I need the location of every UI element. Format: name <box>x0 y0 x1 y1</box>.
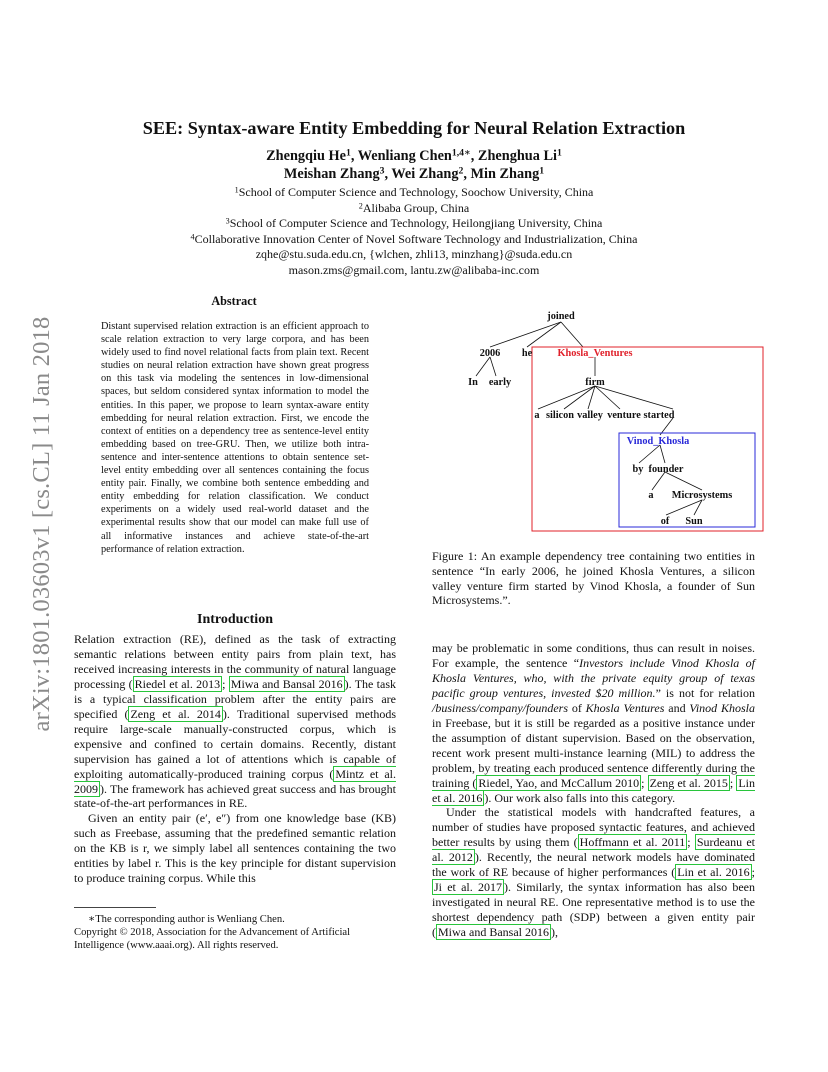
intro-paragraph-1 <box>74 632 396 811</box>
author-name: Zhenghua Li <box>477 148 557 164</box>
tree-node: venture <box>607 410 641 421</box>
citation-link[interactable]: Lin et al. 2016 <box>677 865 750 880</box>
arxiv-stamp: arXiv:1801.03603v1 [cs.CL] 11 Jan 2018 <box>28 316 55 732</box>
figure-caption: Figure 1: An example dependency tree containing two entities in sentence “In early 2006, he joined Khosla Ventures, a silicon valley venture firm started by Vinod Khosla, a founder of Sun Microsystems.”. <box>432 549 755 608</box>
italic-text: Vinod Khosla <box>689 700 756 715</box>
affiliation: $^1$School of Computer Science and Technology, Soochow University, China <box>234 185 594 199</box>
corresponding-author-note: ∗The corresponding author is Wenliang Chen. <box>88 914 285 925</box>
italic-text: /business/company/founders <box>432 700 568 715</box>
tree-node: In <box>468 377 478 388</box>
footnote-rule <box>74 907 156 908</box>
text-run: of <box>568 700 586 715</box>
text-run: ). Our work also falls into this category. <box>484 790 676 805</box>
affiliation-list <box>60 185 768 278</box>
intro-paragraph-2: Given an entity pair (e′, e″) from one knowledge base (KB) such as Freebase, assuming that the predefined semantic relation on the KB is r, we simply label all sentences containing the two entities by label r. This is the key principle for distant supervision to produce training corpus. While this <box>74 811 396 886</box>
citation-link[interactable]: Zeng et al. 2014 <box>130 706 221 721</box>
paper-title: SEE: Syntax-aware Entity Embedding for Neural Relation Extraction <box>142 118 686 138</box>
text-run: ). Traditional supervised methods require large-scale manually-constructed corpus, which is expensive and confined to certain domains. Recently, distant supervision has gained a lot of attentions which is capable of exploiting automatically-produced training corpus ( <box>74 706 396 781</box>
tree-node: a <box>534 410 540 421</box>
author-line-1: Zhengqiu He$^1$, Wenliang Chen$^{1,4∗}$, Zhenghua Li$^1$ <box>266 147 562 164</box>
citation-link[interactable]: Lin et al. 2016 <box>432 775 755 805</box>
tree-node: of <box>660 516 670 527</box>
text-run: Under the statistical models with handcrafted features, a number of studies have proposed syntactic features, and achieved better results by using them ( <box>432 805 755 850</box>
entity2-subtree-box <box>619 433 755 527</box>
text-run: ). The task is a typical classification problem after the entity pairs are specified ( <box>74 676 397 721</box>
tree-node: a <box>648 490 654 501</box>
citation-link[interactable]: Miwa and Bansal 2016 <box>230 676 343 691</box>
tree-node: 2006 <box>479 348 501 359</box>
abstract-heading: Abstract <box>211 294 257 308</box>
footnote <box>74 913 396 953</box>
tree-node-entity1: Khosla_Ventures <box>557 348 633 359</box>
author-name: Wenliang Chen <box>357 148 452 164</box>
tree-node: he <box>521 348 533 359</box>
text-run: ; <box>687 835 695 850</box>
text-run: ). The framework has achieved great success and has brought state-of-the-art performances in RE. <box>74 781 396 811</box>
right-paragraph-1 <box>432 641 755 805</box>
right-paragraph-2 <box>432 805 755 940</box>
introduction-heading: Introduction <box>197 612 273 627</box>
text-run: in Freebase, but it is still be regarded as a positive instance under the assumption of distant supervision. Based on the observation, recent work present multi-instance learning (MIL) to address the problem, by treating each produced sentence differently during the training ( <box>432 715 755 790</box>
text-run: and <box>664 700 690 715</box>
citation-link[interactable]: Hoffmann et al. 2011 <box>579 835 686 850</box>
author-name: Zhengqiu He <box>266 148 346 164</box>
text-run: ; <box>751 865 755 880</box>
tree-node: Microsystems <box>671 490 733 501</box>
text-run: ). Similarly, the syntax information has also been investigated in neural RE. One representative method is to use the shortest dependency path (SDP) between a given entity pair ( <box>432 880 755 940</box>
text-run: ; <box>641 775 648 790</box>
author-name: Meishan Zhang <box>283 166 380 182</box>
right-column-text <box>432 641 755 940</box>
text-run: ). Recently, the neural network models have dominated the work of RE because of higher performances ( <box>432 850 755 880</box>
affiliation: $^4$Collaborative Innovation Center of Novel Software Technology and Industrialization, China <box>190 231 638 246</box>
tree-node: silicon <box>545 410 575 421</box>
author-name: Min Zhang <box>470 166 540 182</box>
citation-link[interactable]: Riedel et al. 2013 <box>134 676 221 691</box>
tree-node: valley <box>577 410 603 421</box>
affiliation: $^3$School of Computer Science and Technology, Heilongjiang University, China <box>225 216 603 230</box>
text-run: Relation extraction (RE), defined as the task of extracting semantic relations between entity pairs from plain text, has received increasing interests in the community of natural language processing ( <box>74 632 396 691</box>
left-column-text <box>74 632 396 886</box>
tree-node: Sun <box>685 516 703 527</box>
citation-link[interactable]: Ji et al. 2017 <box>434 880 502 895</box>
tree-node: started <box>643 410 675 421</box>
dependency-tree-figure <box>440 305 770 535</box>
tree-node: firm <box>585 377 605 388</box>
tree-node: by <box>632 464 644 475</box>
email-line: zqhe@stu.suda.edu.cn, {wlchen, zhli13, minzhang}@suda.edu.cn <box>255 247 573 261</box>
affiliation: $^2$Alibaba Group, China <box>358 200 470 215</box>
citation-link[interactable]: Surdeanu et al. 2012 <box>432 835 755 865</box>
tree-node: founder <box>648 464 684 475</box>
italic-text: Investors include Vinod Khosla of Khosla Ventures, who, with the private equity group of texas pacific group ventures, invested $20 million. <box>432 655 755 700</box>
tree-node: joined <box>547 311 575 322</box>
text-run: ; <box>222 676 229 691</box>
email-line: mason.zms@gmail.com, lantu.zw@alibaba-inc.com <box>288 262 540 277</box>
text-run: may be problematic in some conditions, thus can result in noises. For example, the sentence “ <box>432 641 755 670</box>
citation-link[interactable]: Riedel, Yao, and McCallum 2010 <box>478 775 640 790</box>
author-name: Wei Zhang <box>391 166 459 182</box>
italic-text: Khosla Ventures <box>585 700 665 715</box>
author-line-2: Meishan Zhang$^3$, Wei Zhang$^2$, Min Zhang$^1$ <box>283 165 545 182</box>
citation-link[interactable]: Miwa and Bansal 2016 <box>438 925 549 940</box>
text-run: ), <box>550 925 558 940</box>
tree-node-entity2: Vinod_Khosla <box>626 436 690 447</box>
citation-link[interactable]: Zeng et al. 2015 <box>649 775 728 790</box>
text-run: ” is not for relation <box>655 685 755 700</box>
text-run: ; <box>729 775 737 790</box>
citation-link[interactable]: Mintz et al. 2009 <box>74 766 397 796</box>
tree-node: early <box>488 377 512 388</box>
abstract-body: Distant supervised relation extraction is an efficient approach to scale relation extraction to very large corpora, and has been widely used to find novel relational facts from plain text. Recent studies on neural relation extraction have shown great progress on this task via modeling the sentences in low-dimensional spaces, but seldom considered syntax information to model the entities. In this paper, we propose to learn syntax-aware entity embedding for neural relation extraction. First, we encode the context of entities on a dependency tree as sentence-level entity embedding based on tree-GRU. Then, we utilize both intra-sentence and inter-sentence attentions to obtain sentence set-level entity embedding over all sentences containing the focus entity pair. Finally, we combine both sentence embedding and entity embedding for relation classification. We conduct experiments on a widely used real-world dataset and the experimental results show that our model can make full use of all informative instances and achieve state-of-the-art performance of relation extraction. <box>101 321 369 555</box>
copyright-notice: Copyright © 2018, Association for the Advancement of Artificial Intelligence (www.aaai.org). All rights reserved. <box>74 927 351 952</box>
